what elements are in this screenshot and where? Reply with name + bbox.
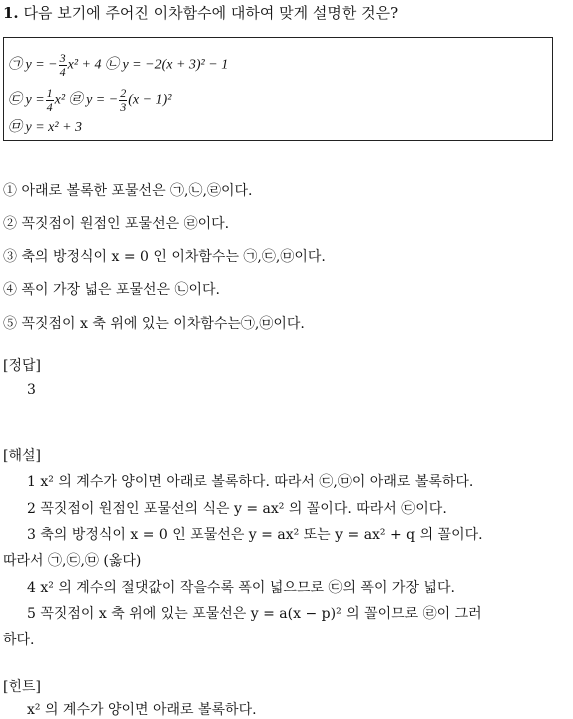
explanation-label: [해설] [3,448,41,464]
fraction-3-4 [59,52,67,79]
fraction-denominator: 4 [59,65,66,79]
answer-value: 3 [27,382,36,398]
explanation-line-4: 따라서 ㉠,㉢,㉤ (옳다) [3,553,142,569]
explanation-line-3: 3 축의 방정식이 x = 0 인 포물선은 y = ax² 또는 y = ax² + q 의 꼴이다. [27,527,483,543]
question-text: 다음 보기에 주어진 이차함수에 대하여 맞게 설명한 것은? [23,4,399,22]
question-number: 1. [3,4,19,22]
box-line-1 [8,52,228,79]
question-title [3,2,398,23]
box-line-2-mid: x² ㉣ y = − [54,92,119,108]
hint-text: x² 의 계수가 양이면 아래로 볼록하다. [27,702,257,718]
option-3: ③ 축의 방정식이 x = 0 인 이차함수는 ㉠,㉢,㉤이다. [3,249,326,265]
option-1: ① 아래로 볼록한 포물선은 ㉠,㉡,㉣이다. [3,183,253,199]
option-4: ④ 폭이 가장 넓은 포물선은 ㉡이다. [3,282,220,298]
explanation-line-1: 1 x² 의 계수가 양이면 아래로 볼록하다. 따라서 ㉢,㉤이 아래로 볼록하다. [27,474,474,490]
box-line-2-start: ㉢ y = [8,92,45,108]
explanation-line-5: 4 x² 의 계수의 절댓값이 작을수록 폭이 넓으므로 ㉢의 폭이 가장 넓다. [27,580,455,596]
answer-label: [정답] [3,358,41,374]
box-line-2-end: (x − 1)² [128,92,172,108]
box-line-1-start: ㉠ y = − [8,57,58,73]
explanation-line-6: 5 꼭짓점이 x 축 위에 있는 포물선은 y = a(x − p)² 의 꼴이므로 ㉣이 그러 [27,606,482,622]
fraction-1-4 [46,87,54,114]
fraction-numerator: 1 [46,86,53,100]
box-line-3: ㉤ y = x² + 3 [8,120,83,135]
fraction-denominator: 3 [120,100,127,114]
fraction-2-3 [119,87,127,114]
fraction-numerator: 2 [120,86,127,100]
box-line-1-end: x² + 4 ㉡ y = −2(x + 3)² − 1 [67,57,229,73]
hint-label: [힌트] [3,679,41,695]
explanation-line-2: 2 꼭짓점이 원점인 포물선의 식은 y = ax² 의 꼴이다. 따라서 ㉢이다. [27,501,447,517]
explanation-line-7: 하다. [3,632,35,648]
option-5: ⑤ 꼭짓점이 x 축 위에 있는 이차함수는㉠,㉤이다. [3,316,305,332]
option-2: ② 꼭짓점이 원점인 포물선은 ㉣이다. [3,216,230,232]
function-list-box [3,37,553,141]
box-line-2 [8,87,171,114]
fraction-numerator: 3 [59,51,66,65]
fraction-denominator: 4 [46,100,53,114]
